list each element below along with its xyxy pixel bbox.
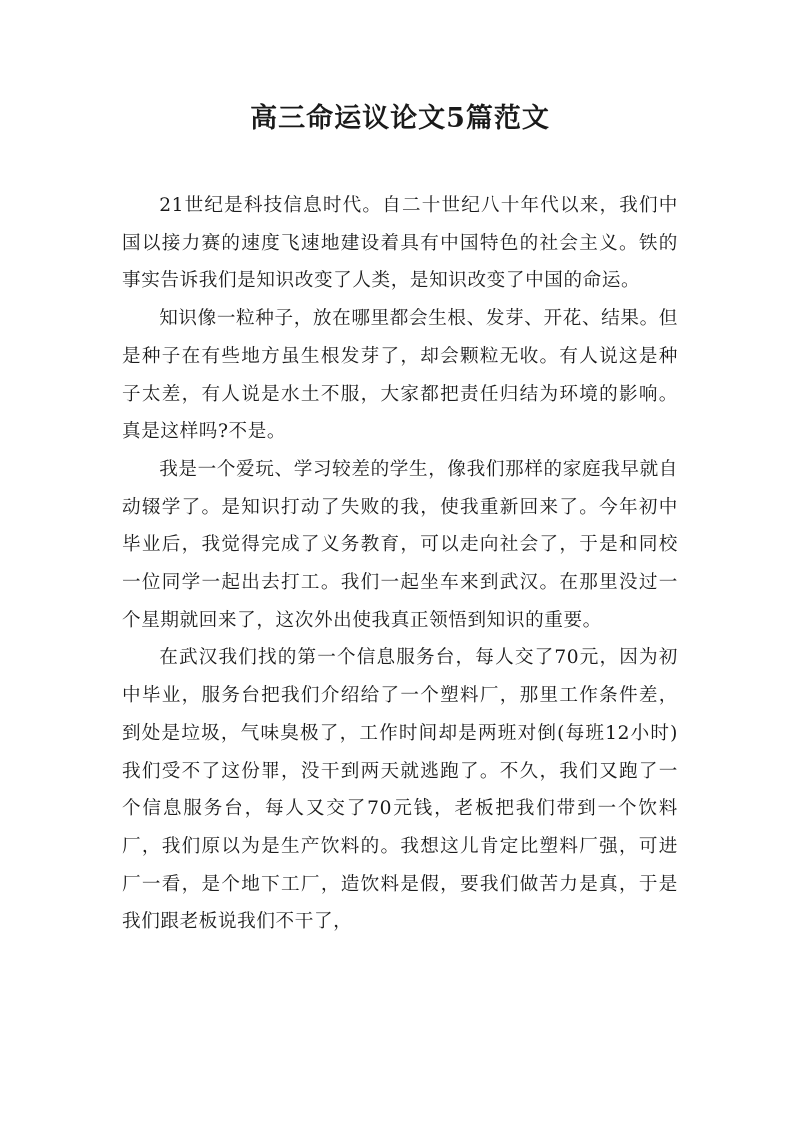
document-body [122, 187, 678, 941]
paragraph-4: 在武汉我们找的第一个信息服务台，每人交了70元，因为初中毕业，服务台把我们介绍给了一个塑料厂，那里工作条件差，到处是垃圾，气味臭极了，工作时间却是两班对倒(每班12小时)我们受不了这份罪，没干到两天就逃跑了。不久，我们又跑了一个信息服务台，每人又交了70元钱，老板把我们带到一个饮料厂，我们原以为是生产饮料的。我想这儿肯定比塑料厂强，可进厂一看，是个地下工厂，造饮料是假，要我们做苦力是真，于是我们跟老板说我们不干了， [122, 647, 678, 933]
document-title: 高三命运议论文5篇范文 [250, 103, 550, 134]
paragraph-1: 21世纪是科技信息时代。自二十世纪八十年代以来，我们中国以接力赛的速度飞速地建设着具有中国特色的社会主义。铁的事实告诉我们是知识改变了人类，是知识改变了中国的命运。 [122, 195, 678, 292]
paragraph-2: 知识像一粒种子，放在哪里都会生根、发芽、开花、结果。但是种子在有些地方虽生根发芽了，却会颗粒无收。有人说这是种子太差，有人说是水土不服，大家都把责任归结为环境的影响。真是这样吗?不是。 [122, 308, 678, 443]
paragraph-3: 我是一个爱玩、学习较差的学生，像我们那样的家庭我早就自动辍学了。是知识打动了失败的我，使我重新回来了。今年初中毕业后，我觉得完成了义务教育，可以走向社会了，于是和同校一位同学一起出去打工。我们一起坐车来到武汉。在那里没过一个星期就回来了，这次外出使我真正领悟到知识的重要。 [122, 458, 678, 631]
